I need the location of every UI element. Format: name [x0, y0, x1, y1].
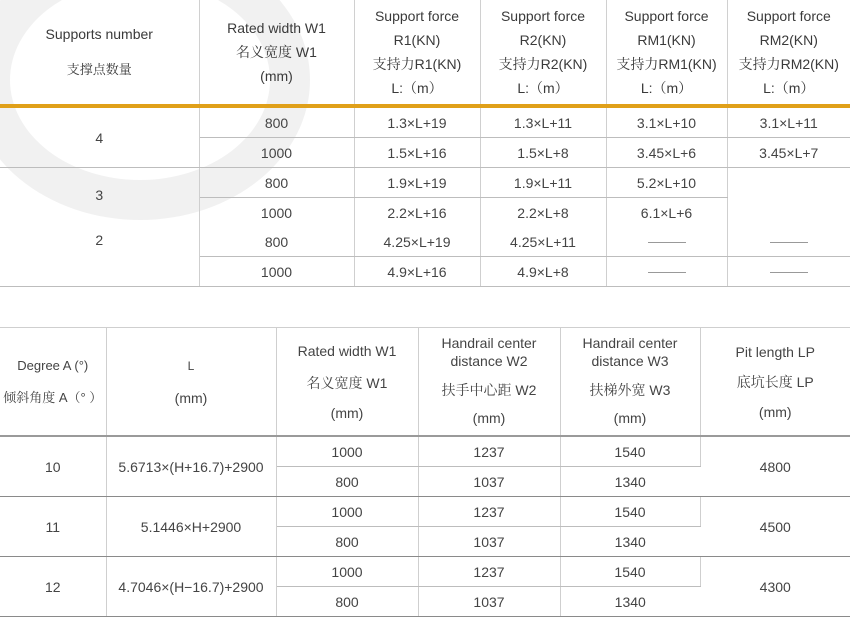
table-row	[0, 106, 850, 138]
header-cn: 扶梯外宽 W3	[589, 381, 671, 398]
header-unit: L:（m）	[391, 80, 443, 96]
rated-width-cell: 1000	[276, 557, 418, 587]
header-unit: (mm)	[330, 404, 364, 421]
table-header-row	[0, 328, 850, 437]
header-en: Rated width W1	[227, 20, 326, 36]
formula-cell: 5.6713×(H+16.7)+2900	[106, 436, 276, 497]
header-cn: 支撑点数量	[66, 62, 132, 77]
header-en: Handrail center	[441, 334, 537, 351]
rated-width-cell: 800	[276, 467, 418, 497]
rated-width-cell: 1000	[199, 198, 354, 228]
header-w3	[560, 328, 700, 437]
header-l	[106, 328, 276, 437]
table-row	[0, 436, 850, 467]
pit-length-cell: 4500	[700, 497, 850, 557]
header-cn: 名义宽度 W1	[236, 44, 317, 60]
header-en: Degree A (°)	[17, 357, 89, 373]
header-en2: RM1(KN)	[637, 32, 696, 48]
r1-cell: 1.3×L+19	[354, 106, 480, 138]
dimensions-table	[0, 327, 850, 617]
r2-cell: 4.9×L+8	[480, 257, 606, 287]
header-en: Support force	[624, 8, 709, 24]
header-unit: L:（m）	[640, 80, 693, 96]
w3-cell: 1540	[560, 557, 700, 587]
rm2-cell: 3.1×L+11	[727, 106, 850, 138]
w3-cell: 1340	[560, 527, 700, 557]
header-unit: (mm)	[174, 389, 208, 406]
rated-width-cell: 800	[199, 168, 354, 198]
header-r1	[354, 0, 480, 106]
header-en: Support force	[374, 8, 460, 24]
header-en2: distance W2	[450, 352, 528, 369]
r2-cell: 4.25×L+11	[480, 227, 606, 257]
r1-cell: 1.5×L+16	[354, 138, 480, 168]
degree-cell: 12	[0, 557, 106, 617]
rm1-cell: 6.1×L+6	[606, 198, 727, 228]
header-en2: R2(KN)	[519, 32, 567, 48]
r1-cell: 1.9×L+19	[354, 168, 480, 198]
rm2-cell	[727, 227, 850, 257]
header-en: L	[187, 358, 195, 373]
supports-count: 4	[0, 106, 199, 168]
w3-cell: 1540	[560, 436, 700, 467]
header-en2: distance W3	[591, 352, 669, 369]
degree-cell: 10	[0, 436, 106, 497]
r2-cell: 2.2×L+8	[480, 198, 606, 228]
rated-width-cell: 1000	[276, 436, 418, 467]
empty-dash	[770, 242, 808, 243]
w3-cell: 1340	[560, 467, 700, 497]
header-en2: RM2(KN)	[759, 32, 818, 48]
table-row	[0, 168, 850, 198]
header-degree	[0, 328, 106, 437]
rm2-cell: 3.45×L+7	[727, 138, 850, 168]
rated-width-cell: 1000	[199, 138, 354, 168]
supports-count: 2	[0, 227, 199, 287]
empty-dash	[648, 242, 686, 243]
r1-cell: 4.9×L+16	[354, 257, 480, 287]
rated-width-cell: 800	[276, 587, 418, 617]
header-supports-number	[0, 0, 199, 106]
empty-dash	[648, 272, 686, 273]
r2-cell: 1.9×L+11	[480, 168, 606, 198]
rated-width-cell: 800	[276, 527, 418, 557]
pit-length-cell: 4300	[700, 557, 850, 617]
rm1-cell: 3.45×L+6	[606, 138, 727, 168]
rated-width-cell: 800	[199, 227, 354, 257]
w2-cell: 1037	[418, 587, 560, 617]
degree-cell: 11	[0, 497, 106, 557]
header-cn: 名义宽度 W1	[306, 374, 388, 391]
header-cn: 底坑长度 LP	[736, 373, 814, 390]
rated-width-cell: 800	[199, 106, 354, 138]
table-row	[0, 227, 850, 257]
rated-width-cell: 1000	[199, 257, 354, 287]
header-unit: (mm)	[260, 68, 293, 84]
w2-cell: 1037	[418, 527, 560, 557]
header-unit: (mm)	[758, 403, 792, 420]
w2-cell: 1237	[418, 557, 560, 587]
header-cn: 倾斜角度 A（° ）	[3, 389, 103, 405]
header-en: Support force	[500, 8, 586, 24]
header-cn: 支持力RM1(KN)	[616, 56, 717, 72]
header-en: Handrail center	[582, 334, 678, 351]
header-en: Pit length LP	[735, 343, 815, 360]
header-en: Rated width W1	[297, 342, 397, 359]
support-force-table	[0, 0, 850, 287]
rm2-cell	[727, 168, 850, 198]
r1-cell: 4.25×L+19	[354, 227, 480, 257]
header-unit: (mm)	[613, 409, 647, 426]
header-en: Support force	[746, 8, 831, 24]
supports-count: 3	[0, 168, 199, 228]
rm1-cell: 3.1×L+10	[606, 106, 727, 138]
w2-cell: 1237	[418, 436, 560, 467]
header-pit-length	[700, 328, 850, 437]
header-en: Supports number	[45, 26, 153, 42]
formula-cell: 5.1446×H+2900	[106, 497, 276, 557]
header-rm2	[727, 0, 850, 106]
table-row	[0, 557, 850, 587]
formula-cell: 4.7046×(H−16.7)+2900	[106, 557, 276, 617]
r1-cell: 2.2×L+16	[354, 198, 480, 228]
r2-cell: 1.3×L+11	[480, 106, 606, 138]
table-row	[0, 497, 850, 527]
pit-length-cell: 4800	[700, 436, 850, 497]
rm2-cell	[727, 198, 850, 228]
header-cn: 扶手中心距 W2	[441, 381, 537, 398]
rm1-cell	[606, 257, 727, 287]
rm2-cell	[727, 257, 850, 287]
w3-cell: 1540	[560, 497, 700, 527]
header-en2: R1(KN)	[393, 32, 441, 48]
header-cn: 支持力RM2(KN)	[738, 56, 839, 72]
header-rm1	[606, 0, 727, 106]
header-unit: L:（m）	[517, 80, 569, 96]
header-rated-width	[276, 328, 418, 437]
w2-cell: 1237	[418, 497, 560, 527]
header-cn: 支持力R1(KN)	[372, 56, 462, 72]
header-r2	[480, 0, 606, 106]
table-header-row	[0, 0, 850, 106]
header-unit: (mm)	[472, 409, 506, 426]
header-cn: 支持力R2(KN)	[498, 56, 588, 72]
w3-cell: 1340	[560, 587, 700, 617]
r2-cell: 1.5×L+8	[480, 138, 606, 168]
rated-width-cell: 1000	[276, 497, 418, 527]
header-rated-width	[199, 0, 354, 106]
header-w2	[418, 328, 560, 437]
rm1-cell	[606, 227, 727, 257]
empty-dash	[770, 272, 808, 273]
header-unit: L:（m）	[763, 80, 815, 96]
w2-cell: 1037	[418, 467, 560, 497]
rm1-cell: 5.2×L+10	[606, 168, 727, 198]
